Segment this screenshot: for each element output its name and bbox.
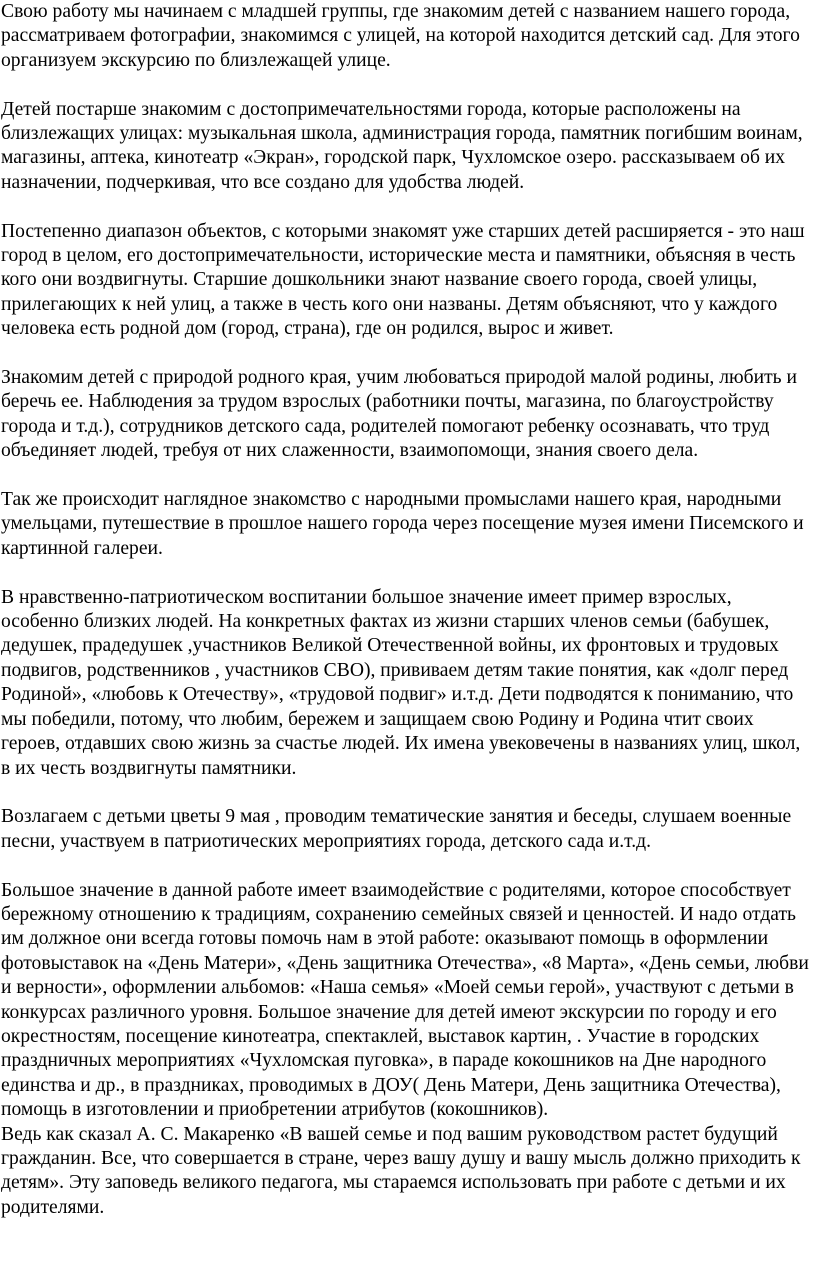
- paragraph-3: Постепенно диапазон объектов, с которыми знакомят уже старших детей расширяется - это наш город в целом, его достопримечательности, исторические места и памятники, объясняя в честь кого они воздвигнуты. Старшие дошкольники знают название своего города, своей улицы, прилегающих к ней улиц, а также в честь кого они названы. Детям объясняют, что у каждого человека есть родной дом (город, страна), где он родился, вырос и живет.: [1, 220, 805, 340]
- paragraph-4: Знакомим детей с природой родного края, учим любоваться природой малой родины, любить и беречь ее. Наблюдения за трудом взрослых (работники почты, магазина, по благоустройству города и т.д.), сотрудников детского сада, родителей помогают ребенку осознавать, что труд объединяет людей, требуя от них слаженности, взаимопомощи, знания своего дела.: [1, 367, 797, 462]
- paragraph-9: Ведь как сказал А. С. Макаренко «В вашей семье и под вашим руководством растет будущий гражданин. Все, что совершается в стране, через вашу душу и вашу мысль должно приходить к детям». Эту заповедь великого педагога, мы стараемся использовать при работе с детьми и их родителями.: [1, 1123, 801, 1218]
- paragraph-6: В нравственно-патриотическом воспитании большое значение имеет пример взрослых, особенно близких людей. На конкретных фактах из жизни старших членов семьи (бабушек, дедушек, прадедушек ,участников Великой Отечественной войны, их фронтовых и трудовых подвигов, родственников , участников СВО), прививаем детям такие понятия, как «долг перед Родиной», «любовь к Отечеству», «трудовой подвиг» и.т.д. Дети подводятся к пониманию, что мы победили, потому, что любим, бережем и защищаем свою Родину и Родина чтит своих героев, отдавших свою жизнь за счастье людей. Их имена увековечены в названиях улиц, школ, в их честь воздвигнуты памятники.: [1, 586, 801, 779]
- paragraph-8: Большое значение в данной работе имеет взаимодействие с родителями, которое способствует бережному отношению к традициям, сохранению семейных связей и ценностей. И надо отдать им должное они всегда готовы помочь нам в этой работе: оказывают помощь в оформлении фотовыставок на «День Матери», «День защитника Отечества», «8 Марта», «День семьи, любви и верности», оформлении альбомов: «Наша семья» «Моей семьи герой», участвуют с детьми в конкурсах различного уровня. Большое значение для детей имеют экскурсии по городу и его окрестностям, посещение кинотеатра, спектаклей, выставок картин, . Участие в городских праздничных мероприятиях «Чухломская пуговка», в параде кокошников на Дне народного единства и др., в праздниках, проводимых в ДОУ( День Матери, День защитника Отечества), помощь в изготовлении и приобретении атрибутов (кокошников).: [1, 879, 809, 1121]
- paragraph-5: Так же происходит наглядное знакомство с народными промыслами нашего края, народными умельцами, путешествие в прошлое нашего города через посещение музея имени Писемского и картинной галереи.: [1, 489, 804, 559]
- paragraph-1: Свою работу мы начинаем с младшей группы, где знакомим детей с названием нашего города, рассматриваем фотографии, знакомимся с улицей, на которой находится детский сад. Для этого организуем экскурсию по близлежащей улице.: [1, 1, 800, 71]
- paragraph-2: Детей постарше знакомим с достопримечательностями города, которые расположены на близлежащих улицах: музыкальная школа, администрация города, памятник погибшим воинам, магазины, аптека, кинотеатр «Экран», городской парк, Чухломское озеро. рассказываем об их назначении, подчеркивая, что все создано для удобства людей.: [1, 98, 803, 193]
- paragraph-7: Возлагаем с детьми цветы 9 мая , проводим тематические занятия и беседы, слушаем военные песни, участвуем в патриотических мероприятиях города, детского сада и.т.д.: [1, 806, 792, 852]
